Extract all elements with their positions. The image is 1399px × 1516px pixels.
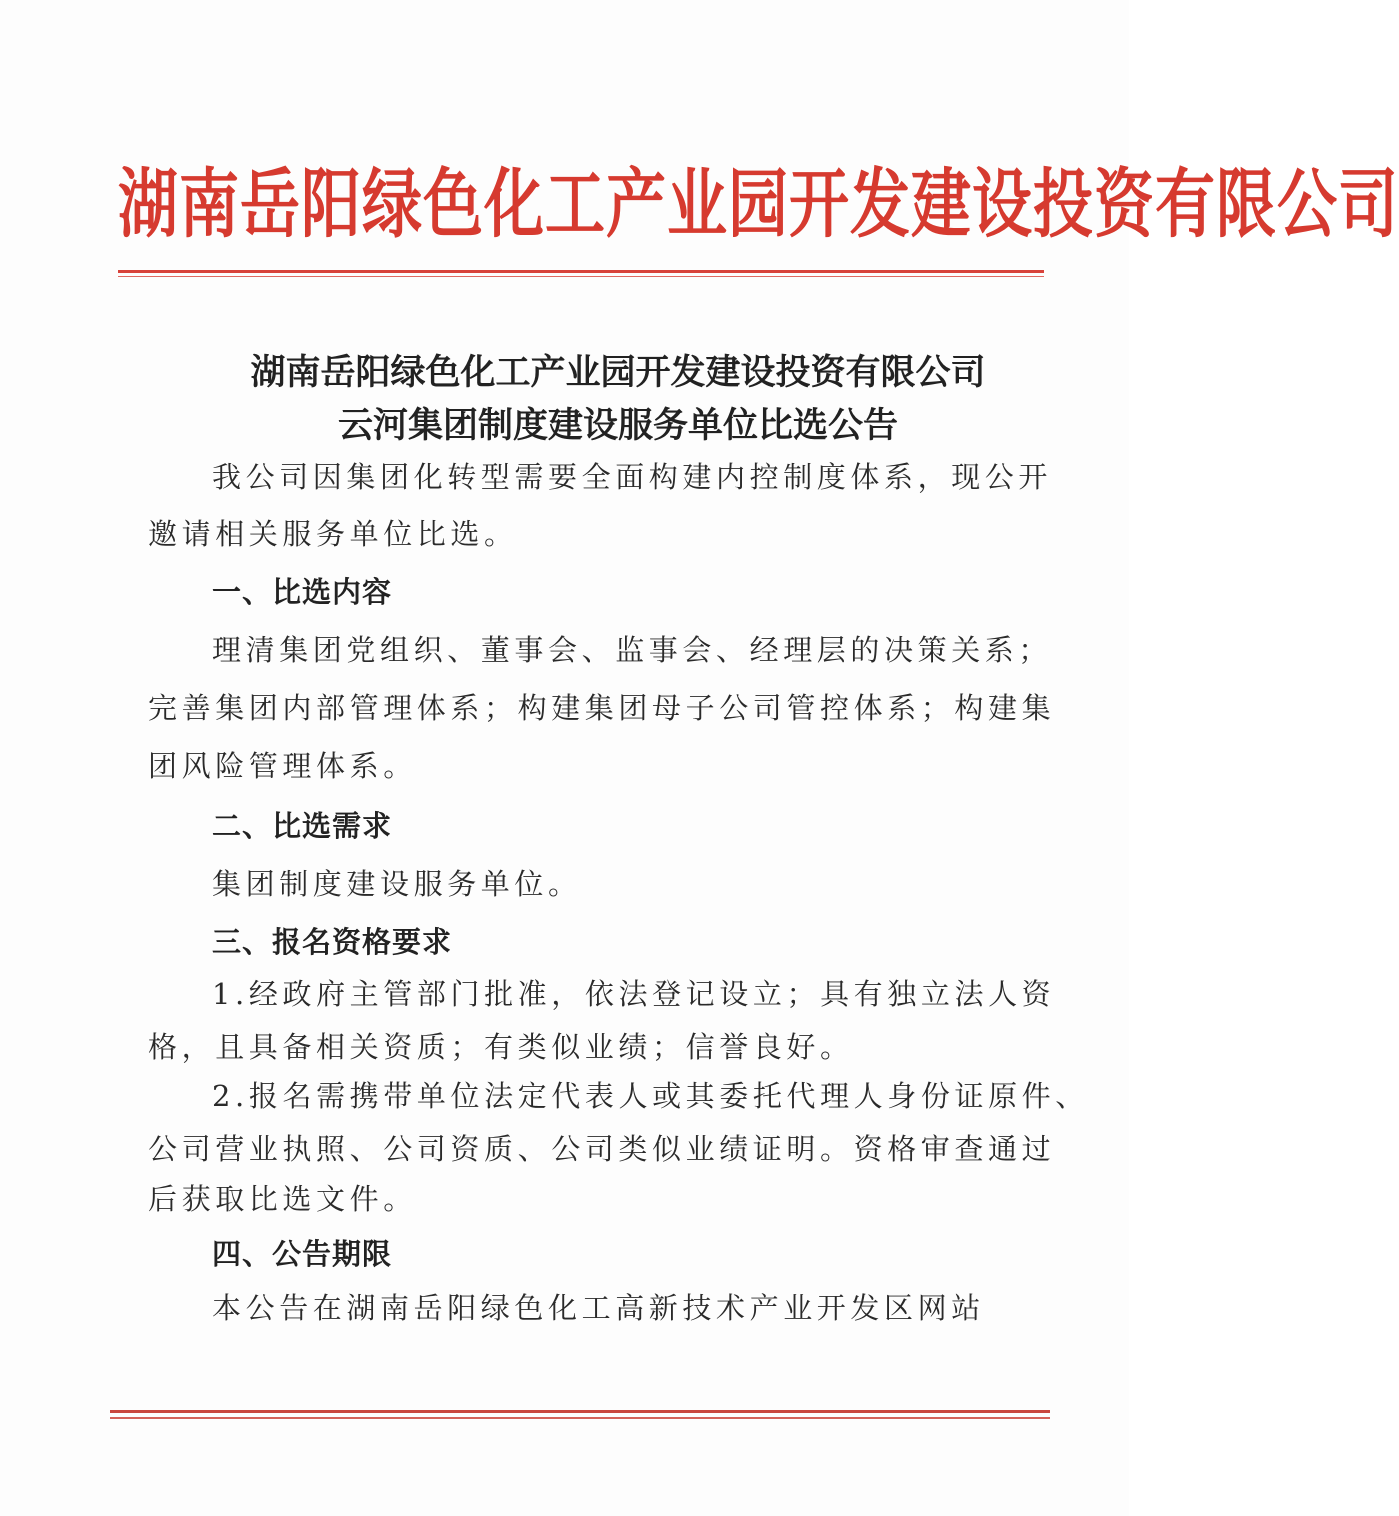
footer-rule — [110, 1410, 1050, 1413]
section-3-item-1-line-1: 1.经政府主管部门批准，依法登记设立；具有独立法人资 — [212, 977, 1056, 1011]
section-1-heading: 一、比选内容 — [212, 575, 393, 609]
section-3-item-2-line-2: 公司营业执照、公司资质、公司类似业绩证明。资格审查通过 — [148, 1132, 1056, 1166]
section-1-line-3: 团风险管理体系。 — [148, 749, 417, 783]
section-2-heading: 二、比选需求 — [212, 809, 393, 843]
section-1-line-1: 理清集团党组织、董事会、监事会、经理层的决策关系； — [212, 633, 1053, 667]
notice-title-line-1: 湖南岳阳绿色化工产业园开发建设投资有限公司 — [250, 352, 986, 393]
intro-line-1: 我公司因集团化转型需要全面构建内控制度体系，现公开 — [212, 460, 1053, 494]
section-2-line-1: 集团制度建设服务单位。 — [212, 867, 582, 901]
section-3-item-2-line-1: 2.报名需携带单位法定代表人或其委托代理人身份证原件、 — [212, 1079, 1089, 1113]
section-3-item-2-line-3: 后获取比选文件。 — [148, 1182, 417, 1216]
section-4-line-1: 本公告在湖南岳阳绿色化工高新技术产业开发区网站 — [212, 1291, 985, 1325]
notice-title-line-2: 云河集团制度建设服务单位比选公告 — [337, 405, 898, 446]
letterhead-title: 湖南岳阳绿色化工产业园开发建设投资有限公司 — [118, 161, 1399, 249]
footer-rule-thin — [110, 1417, 1050, 1419]
section-1-line-2: 完善集团内部管理体系；构建集团母子公司管控体系；构建集 — [148, 691, 1056, 725]
intro-line-2: 邀请相关服务单位比选。 — [148, 517, 518, 551]
section-3-heading: 三、报名资格要求 — [212, 925, 453, 959]
letterhead-rule — [118, 270, 1044, 273]
section-4-heading: 四、公告期限 — [212, 1237, 393, 1271]
letterhead-rule-thin — [118, 276, 1044, 277]
section-3-item-1-line-2: 格，且具备相关资质；有类似业绩；信誉良好。 — [148, 1030, 854, 1064]
